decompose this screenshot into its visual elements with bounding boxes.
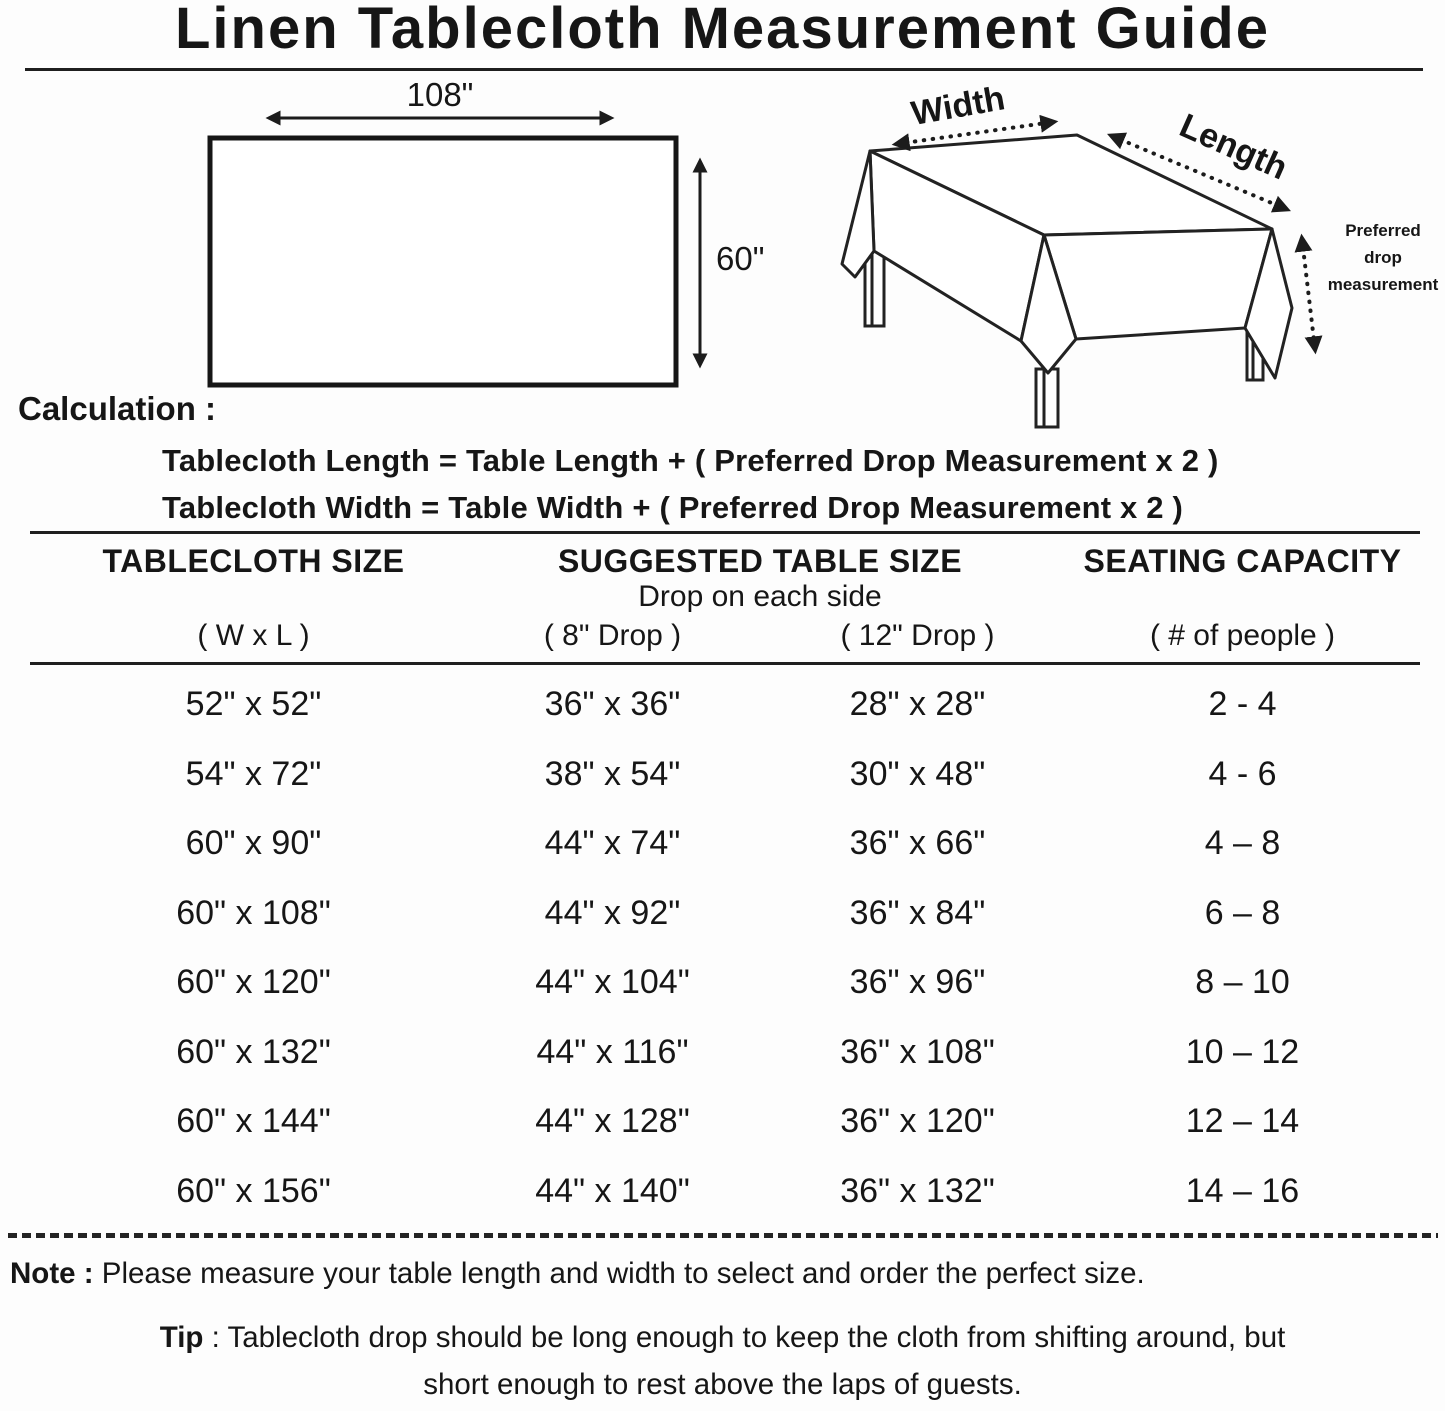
tip-body-1: Tablecloth drop should be long enough to keep the cloth from shifting around, but	[227, 1321, 1286, 1354]
cell-8-drop: 44" x 104"	[535, 963, 690, 1002]
cell-tablecloth-size: 60" x 156"	[176, 1171, 331, 1210]
cell-12-drop: 30" x 48"	[849, 754, 986, 793]
note-label: Note :	[10, 1257, 94, 1290]
subheader-wxl: ( W x L )	[197, 619, 310, 652]
header-suggested-table-size	[455, 543, 1065, 614]
header-seating-capacity: SEATING CAPACITY	[1083, 543, 1402, 579]
cell-tablecloth-size: 60" x 108"	[176, 893, 331, 932]
title-divider	[25, 68, 1423, 71]
tip-line-1	[0, 1314, 1445, 1361]
cell-12-drop: 36" x 84"	[849, 893, 986, 932]
tablecloth-drape	[842, 135, 1292, 378]
tip-label: Tip	[159, 1321, 204, 1354]
cell-8-drop: 44" x 116"	[536, 1032, 689, 1071]
header-drop-note: Drop on each side	[638, 580, 882, 613]
height-dimension-label: 60"	[716, 240, 765, 277]
table-row	[30, 809, 1420, 879]
subheader-8-drop: ( 8" Drop )	[543, 619, 682, 652]
note-text	[10, 1252, 1440, 1296]
cell-seating: 4 - 6	[1208, 754, 1277, 793]
cell-tablecloth-size: 60" x 144"	[176, 1102, 331, 1141]
drop-dotted-arrow	[1302, 239, 1315, 349]
table-row	[30, 879, 1420, 949]
cell-seating: 14 – 16	[1185, 1171, 1300, 1210]
cell-tablecloth-size: 60" x 120"	[176, 963, 331, 1002]
tip-line-2: short enough to rest above the laps of guests.	[423, 1368, 1022, 1401]
cell-seating: 6 – 8	[1204, 893, 1281, 932]
cell-8-drop: 44" x 74"	[544, 824, 681, 863]
note-body: Please measure your table length and width to select and order the perfect size.	[101, 1257, 1145, 1290]
cell-12-drop: 28" x 28"	[849, 685, 986, 724]
cell-12-drop: 36" x 66"	[849, 824, 986, 863]
tablecloth-rectangle	[210, 138, 676, 385]
header-tablecloth-size: TABLECLOTH SIZE	[102, 543, 405, 579]
cell-seating: 12 – 14	[1185, 1102, 1300, 1141]
tip-separator: :	[211, 1321, 220, 1354]
table-row	[30, 670, 1420, 740]
cell-tablecloth-size: 52" x 52"	[185, 685, 322, 724]
svg-text:Preferred: Preferred	[1345, 221, 1421, 240]
cell-12-drop: 36" x 120"	[840, 1102, 995, 1141]
cell-12-drop: 36" x 96"	[849, 963, 986, 1002]
cell-tablecloth-size: 60" x 132"	[176, 1032, 331, 1071]
table-row	[30, 1157, 1420, 1227]
cell-8-drop: 44" x 128"	[535, 1102, 690, 1141]
table-row	[30, 1087, 1420, 1157]
page-title: Linen Tablecloth Measurement Guide	[175, 0, 1270, 61]
length-label: Length	[1173, 106, 1293, 188]
cell-12-drop: 36" x 108"	[840, 1032, 995, 1071]
tip-text	[0, 1314, 1445, 1408]
cell-seating: 2 - 4	[1208, 685, 1277, 724]
table-subheader-row	[30, 614, 1420, 662]
cell-seating: 4 – 8	[1204, 824, 1281, 863]
calculation-heading: Calculation :	[18, 390, 217, 427]
cell-tablecloth-size: 54" x 72"	[185, 754, 322, 793]
formula-length: Tablecloth Length = Table Length + ( Preferred Drop Measurement x 2 )	[162, 443, 1219, 478]
cell-8-drop: 38" x 54"	[544, 754, 681, 793]
table-row	[30, 948, 1420, 1018]
size-table	[30, 531, 1420, 1226]
table-header-row	[30, 534, 1420, 614]
draped-table-illustration	[805, 73, 1445, 438]
table-body	[30, 665, 1420, 1226]
preferred-drop-label	[1328, 221, 1439, 294]
cell-seating: 10 – 12	[1185, 1032, 1300, 1071]
svg-text:measurement: measurement	[1327, 275, 1439, 294]
cell-12-drop: 36" x 132"	[840, 1171, 995, 1210]
formula-width: Tablecloth Width = Table Width + ( Preferred Drop Measurement x 2 )	[162, 490, 1184, 525]
svg-text:drop: drop	[1364, 248, 1402, 267]
table-row	[30, 1018, 1420, 1088]
subheader-people: ( # of people )	[1149, 619, 1336, 652]
cell-8-drop: 36" x 36"	[544, 685, 681, 724]
cell-8-drop: 44" x 92"	[544, 893, 681, 932]
width-dimension-label: 108"	[406, 80, 474, 113]
cell-seating: 8 – 10	[1195, 963, 1290, 1002]
cell-8-drop: 44" x 140"	[535, 1171, 690, 1210]
tablecloth-dimensions-diagram	[150, 80, 800, 400]
header-suggested-table-size-label: SUGGESTED TABLE SIZE	[557, 543, 963, 579]
width-label: Width	[908, 79, 1008, 134]
dashed-divider	[8, 1233, 1438, 1238]
subheader-12-drop: ( 12" Drop )	[840, 619, 995, 652]
table-row	[30, 740, 1420, 810]
cell-tablecloth-size: 60" x 90"	[185, 824, 322, 863]
